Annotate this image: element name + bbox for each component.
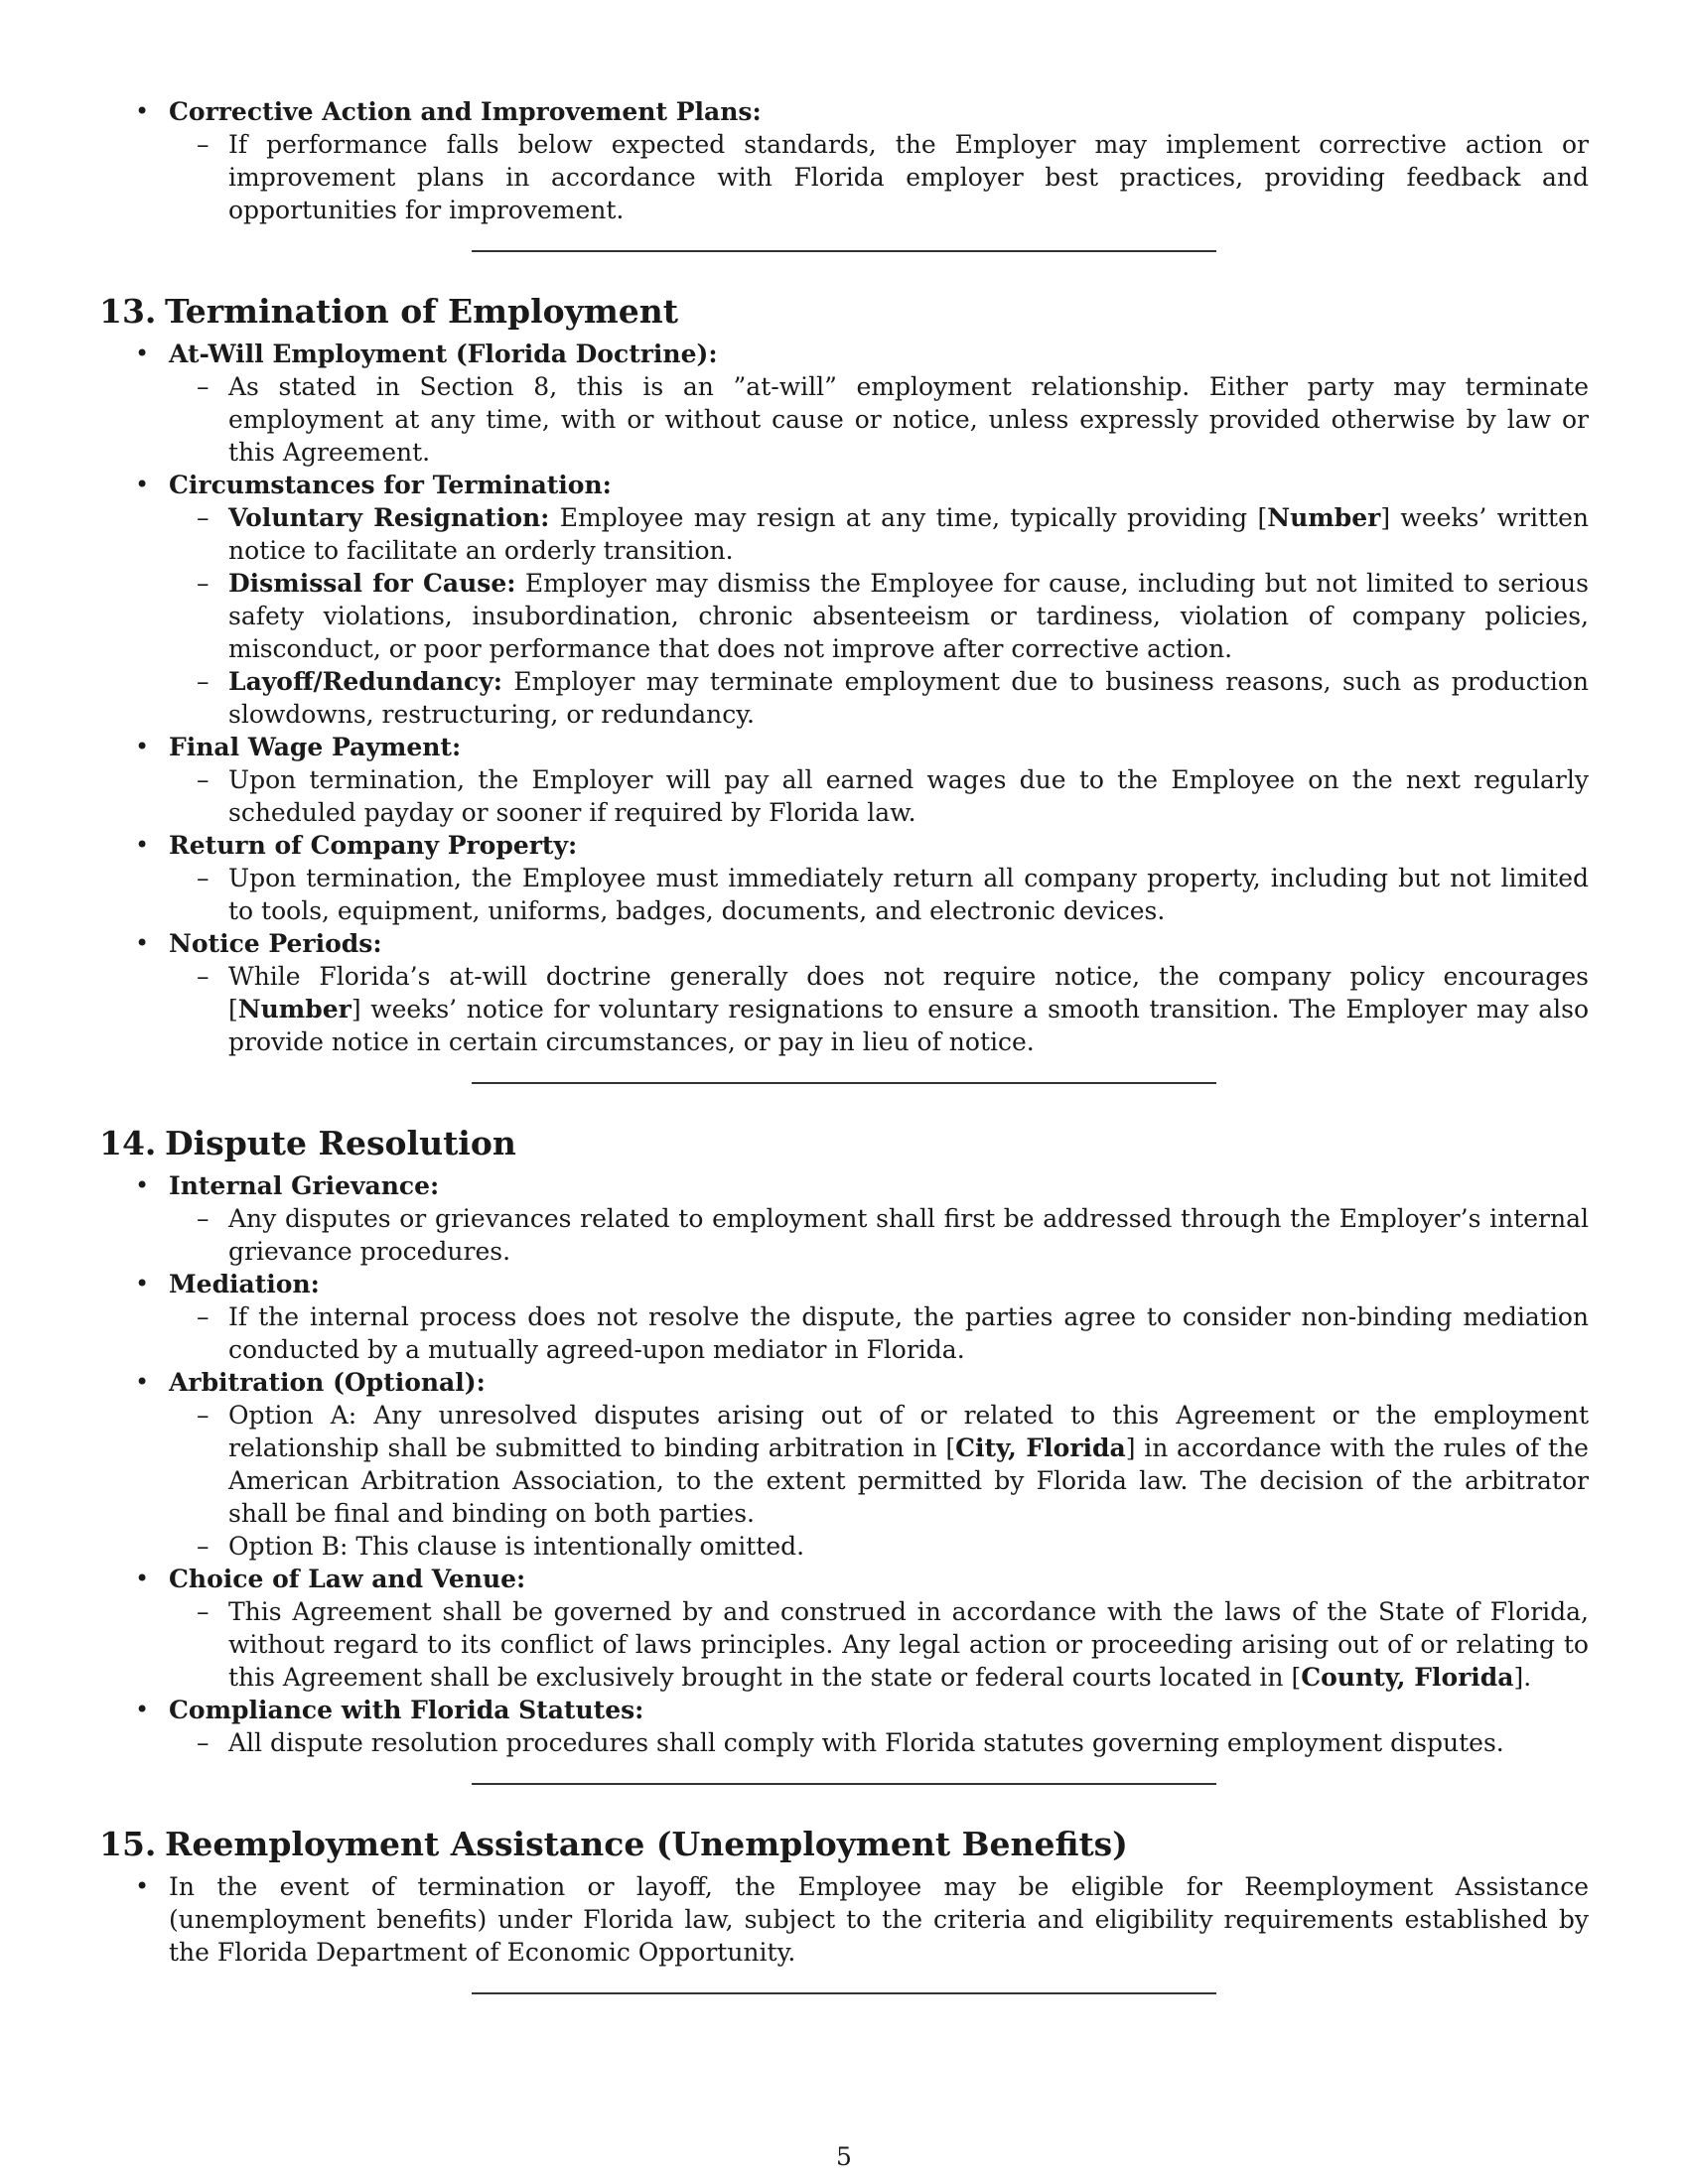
sub-text: Any disputes or grievances related to employment shall first be addressed through the Employer’s internal grievance procedures.	[228, 1204, 1589, 1266]
sub-text: ].	[1513, 1663, 1532, 1692]
sub-lead: Dismissal for Cause:	[228, 569, 516, 598]
sub-text: Employee may resign at any time, typically providing [	[549, 503, 1268, 532]
bullet-title: • Choice of Law and Venue:	[169, 1565, 526, 1593]
bullet-item	[99, 1366, 1589, 1399]
sub-text: As stated in Section 8, this is an ”at-will” employment relationship. Either party may terminate employment at any time, with or without cause or notice, unless expressly provided otherwise by law or this Agreement.	[228, 372, 1589, 467]
bullet-title: • At-Will Employment (Florida Doctrine):	[169, 340, 718, 368]
bullet-text: In the event of termination or layoff, the Employee may be eligible for Reemployment Assistance (unemployment benefits) under Florida law, subject to the criteria and eligibility requirements established by the Florida Department of Economic Opportunity.	[169, 1872, 1589, 1967]
section-number: 13.	[99, 292, 157, 331]
sub-text: Option A: Any unresolved disputes arising out of or related to this Agreement or the employment relationship shall be submitted to binding arbitration in [	[228, 1401, 1589, 1462]
sub-text: ] weeks’ notice for voluntary resignations to ensure a smooth transition. The Employer may also provide notice in certain circumstances, or pay in lieu of notice.	[228, 995, 1589, 1056]
placeholder-field: City, Florida	[955, 1433, 1126, 1462]
bullet-title: • Arbitration (Optional):	[169, 1368, 486, 1397]
bullet-item	[99, 1563, 1589, 1595]
sub-item: – While Florida’s at-will doctrine generally does not require notice, the company policy encourages [Number] weeks’ notice for voluntary resignations to ensure a smooth transition. The Employer may also provide notice in certain circumstances, or pay in lieu of notice.	[197, 962, 1589, 1056]
section-heading	[99, 1122, 1589, 1165]
section-divider	[472, 1082, 1216, 1084]
sub-item: – Upon termination, the Employee must immediately return all company property, including but not limited to tools, equipment, uniforms, badges, documents, and electronic devices.	[197, 864, 1589, 925]
bullet-item	[99, 829, 1589, 862]
sections	[99, 226, 1589, 2018]
sub-lead: Layoff/Redundancy:	[228, 667, 502, 696]
placeholder-field: Number	[237, 995, 352, 1024]
bullet-item	[99, 1169, 1589, 1202]
sub-item: – This Agreement shall be governed by and construed in accordance with the laws of the State of Florida, without regard to its conflict of laws principles. Any legal action or proceeding arising out of or relating to this Agreement shall be exclusively brought in the state or federal courts located in [County, Florida].	[197, 1597, 1589, 1692]
sub-text: All dispute resolution procedures shall comply with Florida statutes governing employment disputes.	[228, 1728, 1504, 1757]
page-number: 5	[836, 2142, 852, 2171]
sub-item: – Option A: Any unresolved disputes arising out of or related to this Agreement or the employment relationship shall be submitted to binding arbitration in [City, Florida] in accordance with the rules of the American Arbitration Association, to the extent permitted by Florida law. The decision of the arbitrator shall be final and binding on both parties.	[197, 1401, 1589, 1528]
section-divider-wrap	[99, 1759, 1589, 1809]
bullet-corrective-action	[99, 95, 1589, 128]
section-divider-wrap	[99, 1969, 1589, 2018]
bullet-item	[99, 469, 1589, 501]
bullet-title: • Internal Grievance:	[169, 1171, 440, 1200]
sub-lead: Voluntary Resignation:	[228, 503, 550, 532]
document-content	[99, 95, 1589, 2018]
bullet-title: • Return of Company Property:	[169, 831, 578, 860]
sub-text: Upon termination, the Employer will pay all earned wages due to the Employee on the next regularly scheduled payday or sooner if required by Florida law.	[228, 765, 1589, 827]
bullet-title: • Corrective Action and Improvement Plans:	[169, 97, 762, 126]
bullet-title: • Notice Periods:	[169, 929, 382, 958]
sub-item: – Any disputes or grievances related to employment shall first be addressed through the Employer’s internal grievance procedures.	[197, 1204, 1589, 1266]
bullet-title: • Compliance with Florida Statutes:	[169, 1696, 644, 1724]
sub-item: – Option B: This clause is intentionally omitted.	[197, 1532, 805, 1561]
section-divider-wrap	[99, 1058, 1589, 1108]
section-divider	[472, 1992, 1216, 1994]
sub-text: If performance falls below expected standards, the Employer may implement corrective action or improvement plans in accordance with Florida employer best practices, providing feedback and opportunities for improvement.	[228, 130, 1589, 224]
bullet-item	[99, 927, 1589, 960]
section-heading	[99, 1823, 1589, 1866]
sub-text: Upon termination, the Employee must immediately return all company property, including but not limited to tools, equipment, uniforms, badges, documents, and electronic devices.	[228, 864, 1589, 925]
bullet-item	[99, 1268, 1589, 1300]
bullet-title: • Mediation:	[169, 1270, 320, 1298]
section-number: 14.	[99, 1124, 157, 1162]
sub-item: – Upon termination, the Employer will pay all earned wages due to the Employee on the next regularly scheduled payday or sooner if required by Florida law.	[197, 765, 1589, 827]
sub-text: ] in accordance with the rules of the American Arbitration Association, to the extent permitted by Florida law. The decision of the arbitrator shall be final and binding on both parties.	[228, 1433, 1589, 1528]
sub-text: While Florida’s at-will doctrine generally does not require notice, the company policy encourages [	[228, 962, 1589, 1024]
sub-item: – Dismissal for Cause: Employer may dismiss the Employee for cause, including but not limited to serious safety violations, insubordination, chronic absenteeism or tardiness, violation of company policies, misconduct, or poor performance that does not improve after corrective action.	[197, 569, 1589, 663]
sub-text: Employer may dismiss the Employee for cause, including but not limited to serious safety violations, insubordination, chronic absenteeism or tardiness, violation of company policies, misconduct, or poor performance that does not improve after corrective action.	[228, 569, 1589, 663]
sub-text: If the internal process does not resolve the dispute, the parties agree to consider non-binding mediation conducted by a mutually agreed-upon mediator in Florida.	[228, 1302, 1589, 1364]
bullet-item	[99, 1694, 1589, 1726]
sub-item: – All dispute resolution procedures shall comply with Florida statutes governing employment disputes.	[197, 1728, 1504, 1757]
bullet-title: • Circumstances for Termination:	[169, 471, 612, 499]
sub-text: Option B: This clause is intentionally omitted.	[228, 1532, 805, 1561]
section-divider-wrap	[99, 226, 1589, 276]
sub-text: ] weeks’ written notice to facilitate an orderly transition.	[228, 503, 1589, 565]
section-divider	[472, 250, 1216, 252]
section-title: Dispute Resolution	[165, 1124, 516, 1162]
sub-item: – If performance falls below expected standards, the Employer may implement corrective action or improvement plans in accordance with Florida employer best practices, providing feedback and opportunities for improvement.	[197, 130, 1589, 224]
section-divider	[472, 1783, 1216, 1785]
placeholder-field: Number	[1267, 503, 1381, 532]
sub-item: – If the internal process does not resolve the dispute, the parties agree to consider non-binding mediation conducted by a mutually agreed-upon mediator in Florida.	[197, 1302, 1589, 1364]
section-heading	[99, 290, 1589, 334]
section-title: Reemployment Assistance (Unemployment Benefits)	[165, 1825, 1128, 1863]
sub-text: Employer may terminate employment due to business reasons, such as production slowdowns, restructuring, or redundancy.	[228, 667, 1589, 729]
section-number: 15.	[99, 1825, 157, 1863]
sub-item: – As stated in Section 8, this is an ”at-will” employment relationship. Either party may terminate employment at any time, with or without cause or notice, unless expressly provided otherwise by law or this Agreement.	[197, 372, 1589, 467]
bullet-item	[99, 1870, 1589, 1969]
sub-item: – Voluntary Resignation: Employee may resign at any time, typically providing [Number] weeks’ written notice to facilitate an orderly transition.	[197, 503, 1589, 565]
bullet-title: • Final Wage Payment:	[169, 733, 462, 761]
bullet-item	[99, 731, 1589, 763]
section-title: Termination of Employment	[165, 292, 678, 331]
sub-item: – Layoff/Redundancy: Employer may terminate employment due to business reasons, such as production slowdowns, restructuring, or redundancy.	[197, 667, 1589, 729]
bullet-item	[99, 338, 1589, 370]
sub-text: This Agreement shall be governed by and construed in accordance with the laws of the State of Florida, without regard to its conflict of laws principles. Any legal action or proceeding arising out of or relating to this Agreement shall be exclusively brought in the state or federal courts located in [	[228, 1597, 1589, 1692]
placeholder-field: County, Florida	[1301, 1663, 1514, 1692]
